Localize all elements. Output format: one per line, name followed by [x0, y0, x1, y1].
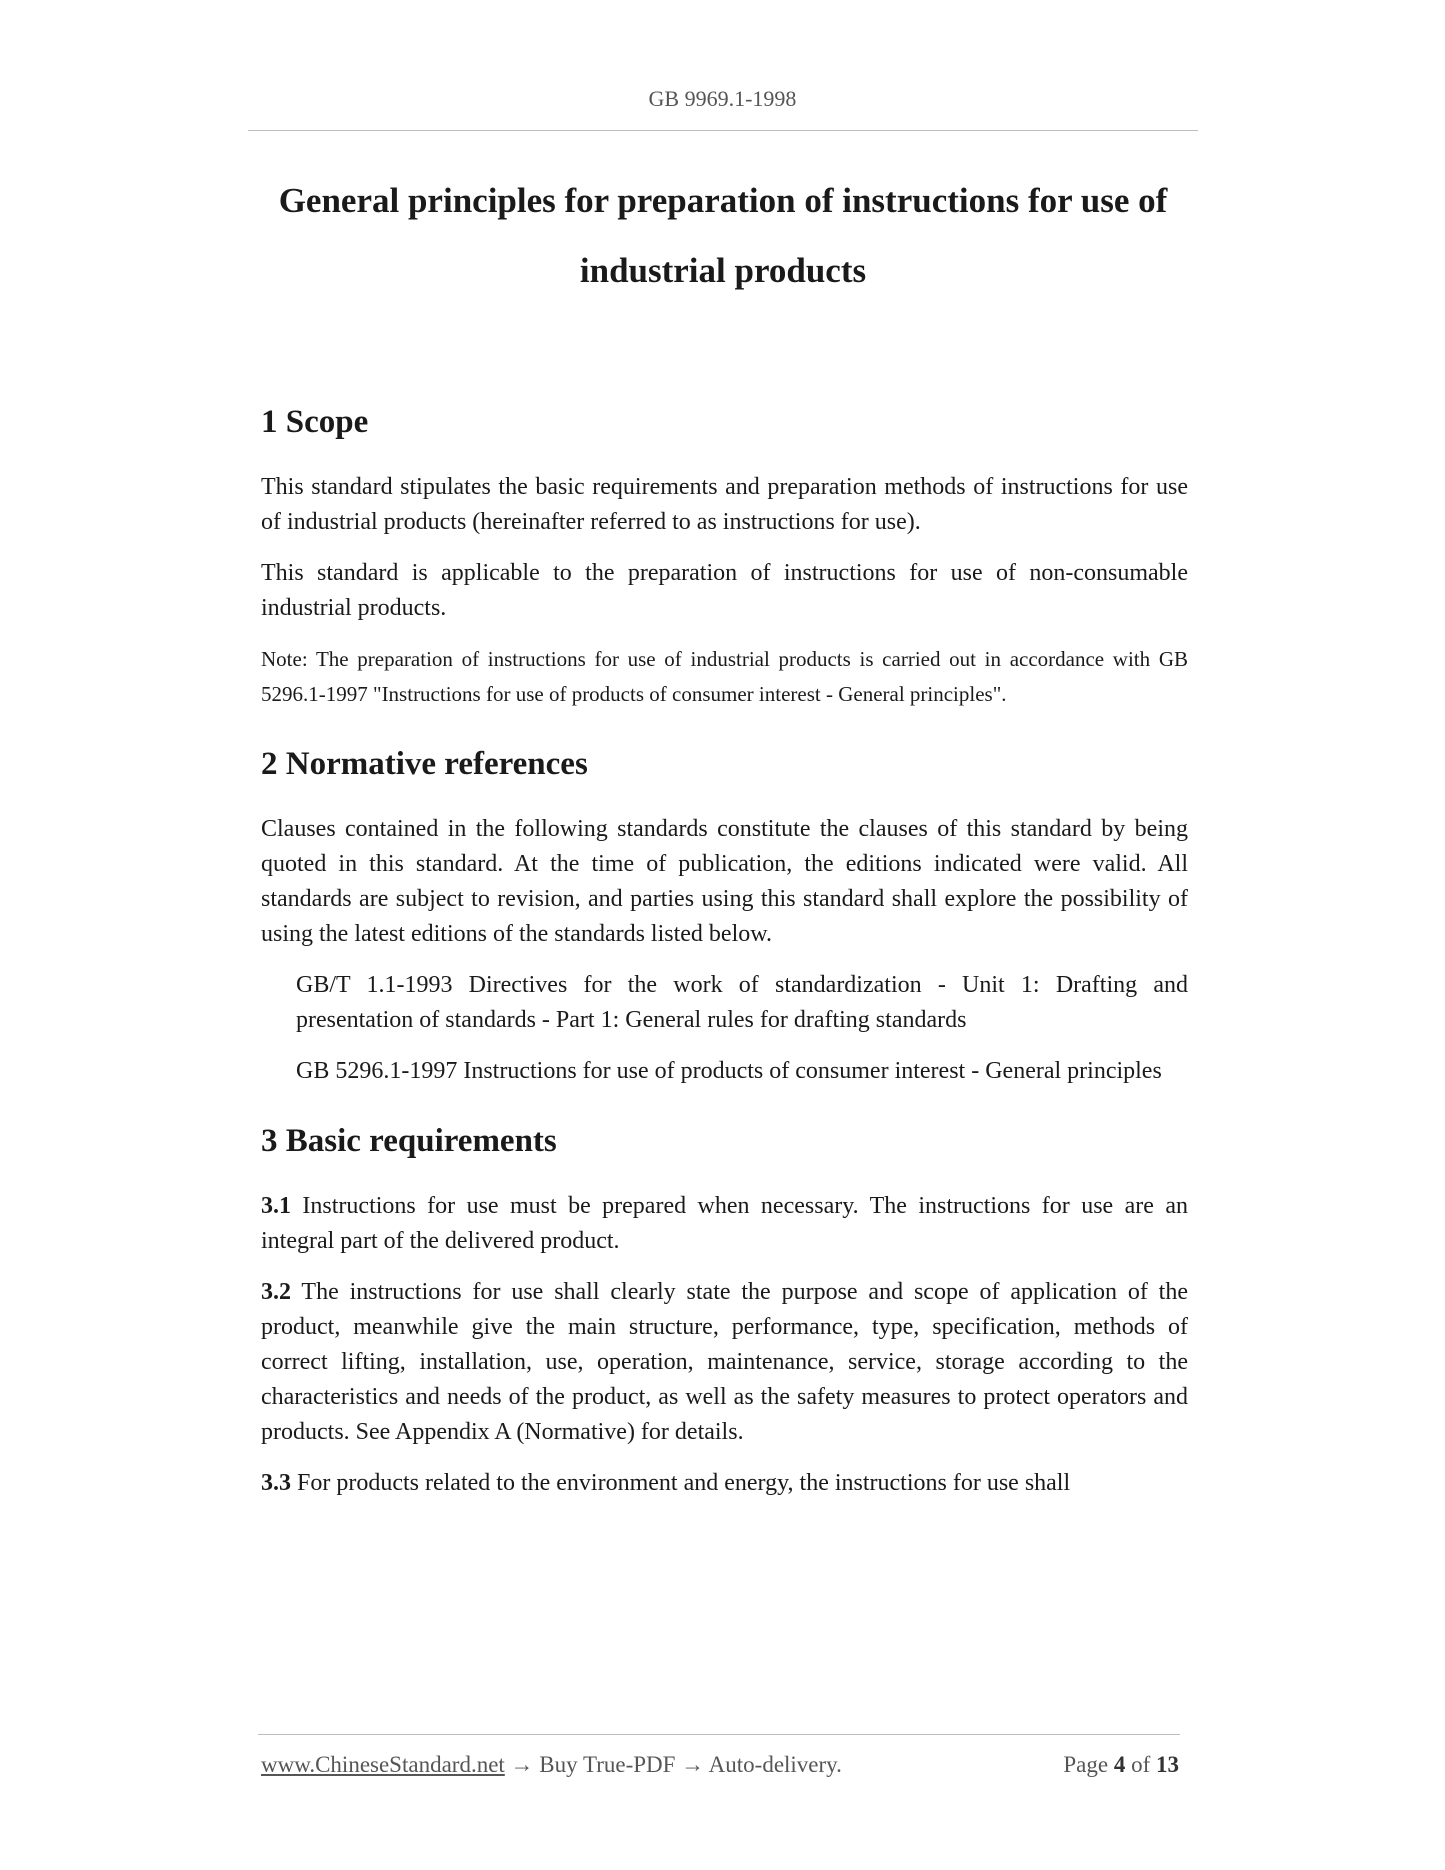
- page-indicator: [1063, 1752, 1179, 1778]
- clause-text: For products related to the environment and energy, the instructions for use shall: [291, 1470, 1071, 1496]
- title-line-2: industrial products: [579, 251, 867, 290]
- running-header: GB 9969.1-1998: [648, 86, 797, 111]
- clause-text: Instructions for use must be prepared when necessary. The instructions for use are an integral part of the delivered product.: [261, 1193, 1188, 1254]
- normative-paragraph: Clauses contained in the following standards constitute the clauses of this standard by being quoted in this standard. At the time of publication, the editions indicated were valid. All standards are subject to revision, and parties using this standard shall explore the possibility of using the latest editions of the standards listed below.: [261, 816, 1188, 947]
- document-body: [261, 396, 1188, 1501]
- total-page-number: 13: [1156, 1752, 1179, 1777]
- section-heading-scope: 1 Scope: [261, 404, 369, 440]
- scope-paragraph-1: This standard stipulates the basic requirements and preparation methods of instructions for use of industrial products (hereinafter referred to as instructions for use).: [261, 474, 1188, 535]
- scope-paragraph-2: This standard is applicable to the preparation of instructions for use of non-consumable industrial products.: [261, 560, 1188, 621]
- footer-rule: [258, 1734, 1180, 1735]
- section-heading-normative-references: 2 Normative references: [261, 746, 588, 782]
- clause-3-2: [261, 1275, 1188, 1450]
- clause-number: 3.1: [261, 1193, 291, 1219]
- scope-note: Note: The preparation of instructions for use of industrial products is carried out in accordance with GB 5296.1-1997 "Instructions for use of products of consumer interest - General principles".: [261, 647, 1188, 706]
- clause-3-1: [261, 1189, 1188, 1259]
- current-page-number: 4: [1113, 1752, 1126, 1777]
- of-label: of: [1125, 1752, 1156, 1777]
- title-line-1: General principles for preparation of instructions for use of: [278, 181, 1168, 220]
- clause-3-3: [261, 1466, 1188, 1501]
- reference-item-gbt-1-1: GB/T 1.1-1993 Directives for the work of standardization - Unit 1: Drafting and presentation of standards - Part 1: General rules for drafting standards: [296, 972, 1188, 1033]
- site-link[interactable]: www.ChineseStandard.net: [261, 1752, 505, 1777]
- clause-number: 3.3: [261, 1470, 291, 1496]
- footer-promo-text: → Buy True-PDF → Auto-delivery.: [504, 1752, 842, 1777]
- document-title: [248, 166, 1198, 306]
- reference-item-gb-5296-1: GB 5296.1-1997 Instructions for use of products of consumer interest - General principles: [296, 1058, 1162, 1084]
- page-label: Page: [1063, 1752, 1114, 1777]
- section-heading-basic-requirements: 3 Basic requirements: [261, 1123, 557, 1159]
- header-rule: [248, 130, 1198, 131]
- clause-text: The instructions for use shall clearly state the purpose and scope of application of the product, meanwhile give the main structure, performance, type, specification, methods of correct lifting, installation, use, operation, maintenance, service, storage according to the characteristics and needs of the product, as well as the safety measures to protect operators and products. See Appendix A (Normative) for details.: [261, 1279, 1188, 1445]
- footer-promo: [261, 1752, 842, 1778]
- clause-number: 3.2: [261, 1279, 291, 1305]
